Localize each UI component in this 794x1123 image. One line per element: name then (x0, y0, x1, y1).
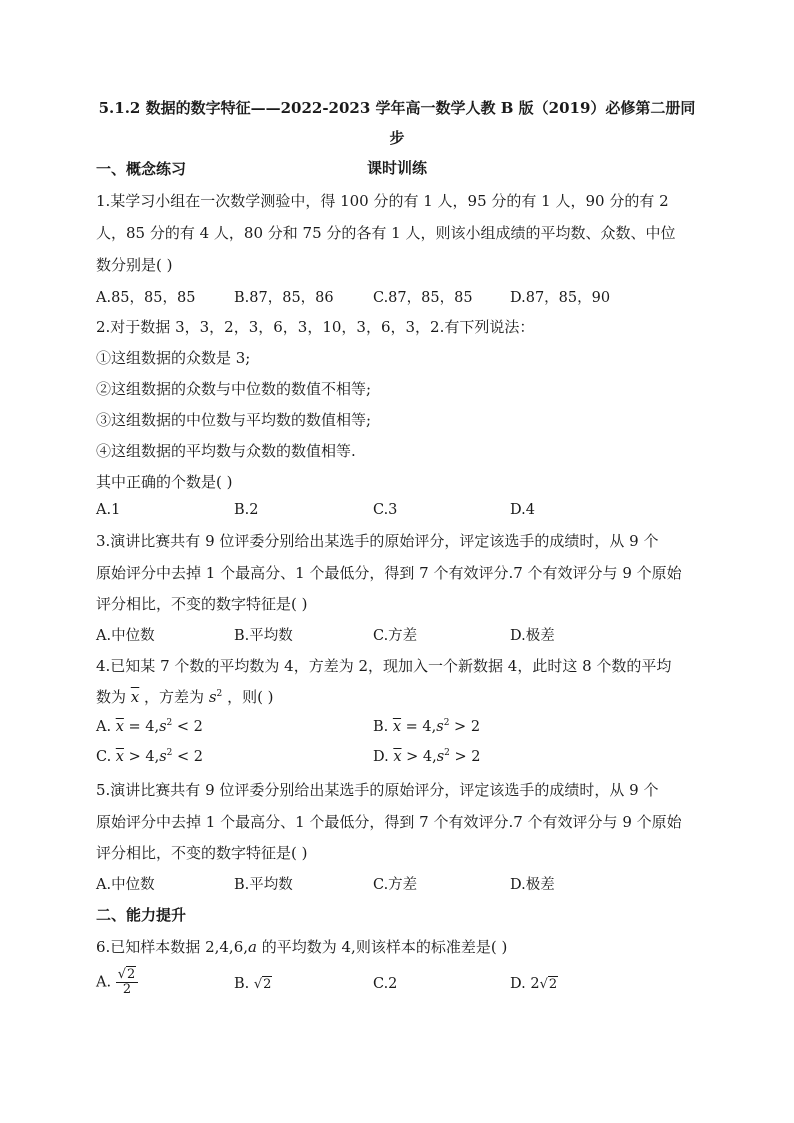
s-symbol: s (436, 719, 444, 735)
question-2-line-1: 2.对于数据 3，3，2，3，6，3，10，3，6，3，2.有下列说法： (96, 318, 535, 336)
question-3-option-c: C.方差 (373, 628, 418, 644)
question-5-option-d: D.极差 (510, 877, 555, 893)
option-b-label: B. (373, 719, 389, 735)
question-6-option-d (510, 976, 558, 992)
xbar-symbol: $\overline{x}$ (392, 719, 402, 735)
question-3-line-1: 3.演讲比赛共有 9 位评委分别给出某选手的原始评分，评定该选手的成绩时，从 9 个 (96, 532, 659, 550)
section-heading-concepts: 一、概念练习 (96, 160, 187, 178)
question-1-option-b: B.87，85，86 (234, 290, 334, 306)
radicand: 2 (548, 977, 558, 992)
question-4-option-b (373, 718, 480, 735)
question-5-option-c: C.方差 (373, 877, 418, 893)
title-line-1: 5.1.2 数据的数字特征——2022-2023 学年高一数学人教 B 版（2019）必修第二册同步 (98, 99, 696, 147)
radicand: 2 (127, 967, 136, 982)
option-d-label: D. (373, 749, 389, 765)
square-exponent: 2 (166, 718, 173, 728)
question-2-option-b: B.2 (234, 502, 259, 518)
question-2-option-d: D.4 (510, 502, 535, 518)
option-a-label: A. (96, 719, 112, 735)
question-4-line-2 (96, 686, 274, 707)
question-1-option-c: C.87，85，85 (373, 290, 473, 306)
question-6-option-a (96, 968, 138, 997)
option-a-relation-2: < 2 (172, 719, 203, 735)
title-line-2: 课时训练 (366, 159, 427, 177)
question-3-line-2: 原始评分中去掉 1 个最高分、1 个最低分，得到 7 个有效评分.7 个有效评分与 9 个原始 (96, 564, 682, 582)
question-3-option-d: D.极差 (510, 628, 555, 644)
question-1-option-d: D.87，85，90 (510, 290, 611, 306)
xbar-symbol: $\overline{x}$ (115, 719, 124, 735)
s-symbol: s (436, 749, 445, 765)
square-exponent: 2 (444, 748, 450, 758)
question-2-option-a: A.1 (96, 502, 121, 518)
question-5-line-1: 5.演讲比赛共有 9 位评委分别给出某选手的原始评分，评定该选手的成绩时，从 9 个 (96, 781, 659, 799)
question-6-option-c: C.2 (373, 976, 398, 992)
option-b-relation-2: > 2 (449, 719, 481, 735)
sqrt-expression: √2 (253, 977, 272, 992)
question-3-line-3: 评分相比，不变的数字特征是( ) (96, 595, 308, 613)
fraction-numerator: √2 (116, 968, 139, 983)
question-1-line-3: 数分别是( ) (96, 256, 173, 274)
question-1-option-a: A.85，85，85 (96, 290, 196, 306)
question-6-text-a: 6.已知样本数据 2,4,6, (96, 938, 249, 956)
question-4-option-d (373, 748, 481, 765)
option-d-label: D. 2 (510, 976, 540, 992)
square-exponent: 2 (166, 748, 173, 758)
xbar-symbol: $\overline{x}$ (130, 688, 140, 706)
fraction (116, 968, 139, 997)
question-4-option-c (96, 748, 203, 765)
option-b-label: B. (234, 976, 250, 992)
question-1-line-1: 1.某学习小组在一次数学测验中，得 100 分的有 1 人，95 分的有 1 人，90 分的有 2 (96, 192, 669, 210)
option-c-relation-2: < 2 (172, 749, 203, 765)
variable-a: a (248, 938, 257, 956)
question-1-line-2: 人，85 分的有 4 人，80 分和 75 分的各有 1 人，则该小组成绩的平均数、众数、中位 (96, 224, 676, 242)
square-exponent: 2 (443, 718, 450, 728)
s-symbol: s (208, 688, 217, 706)
question-5-line-3: 评分相比，不变的数字特征是( ) (96, 844, 308, 862)
question-4-text-b: ，方差为 (144, 688, 205, 706)
sqrt-expression: √2 (539, 977, 558, 992)
square-exponent: 2 (216, 689, 223, 699)
question-4-line-1: 4.已知某 7 个数的平均数为 4，方差为 2，现加入一个新数据 4，此时这 8 个数的平均 (96, 657, 672, 675)
option-b-relation-1: = 4, (401, 719, 437, 735)
question-5-option-b: B.平均数 (234, 877, 293, 893)
option-a-relation-1: = 4, (123, 719, 160, 735)
option-d-relation-1: > 4, (401, 749, 437, 765)
question-2-statement-1: ①这组数据的众数是 3; (96, 349, 251, 367)
question-4-text-a: 数为 (96, 688, 127, 706)
option-c-label: C. (96, 749, 112, 765)
option-a-label: A. (96, 974, 112, 991)
question-4-text-c: ，则( ) (227, 688, 274, 706)
question-3-option-b: B.平均数 (234, 628, 293, 644)
option-c-relation-1: > 4, (123, 749, 160, 765)
fraction-denominator: 2 (122, 982, 132, 997)
xbar-symbol: $\overline{x}$ (393, 749, 402, 765)
s-symbol: s (159, 749, 167, 765)
xbar-symbol: $\overline{x}$ (115, 749, 124, 765)
question-2-statement-2: ②这组数据的众数与中位数的数值不相等; (96, 380, 372, 398)
s-symbol: s (159, 719, 167, 735)
radicand: 2 (263, 977, 272, 992)
question-5-line-2: 原始评分中去掉 1 个最高分、1 个最低分，得到 7 个有效评分.7 个有效评分与 9 个原始 (96, 813, 682, 831)
question-3-option-a: A.中位数 (96, 628, 155, 644)
question-6-line-1 (96, 936, 507, 957)
option-d-relation-2: > 2 (449, 749, 481, 765)
question-5-option-a: A.中位数 (96, 877, 155, 893)
section-heading-improvement: 二、能力提升 (96, 906, 187, 924)
question-2-statement-4: ④这组数据的平均数与众数的数值相等. (96, 442, 356, 460)
question-6-option-b (234, 976, 272, 992)
question-2-prompt: 其中正确的个数是( ) (96, 473, 233, 491)
question-2-statement-3: ③这组数据的中位数与平均数的数值相等; (96, 411, 372, 429)
question-2-option-c: C.3 (373, 502, 398, 518)
question-6-text-b: 的平均数为 4,则该样本的标准差是( ) (256, 938, 508, 956)
question-4-option-a (96, 718, 203, 735)
document-title (96, 93, 698, 183)
